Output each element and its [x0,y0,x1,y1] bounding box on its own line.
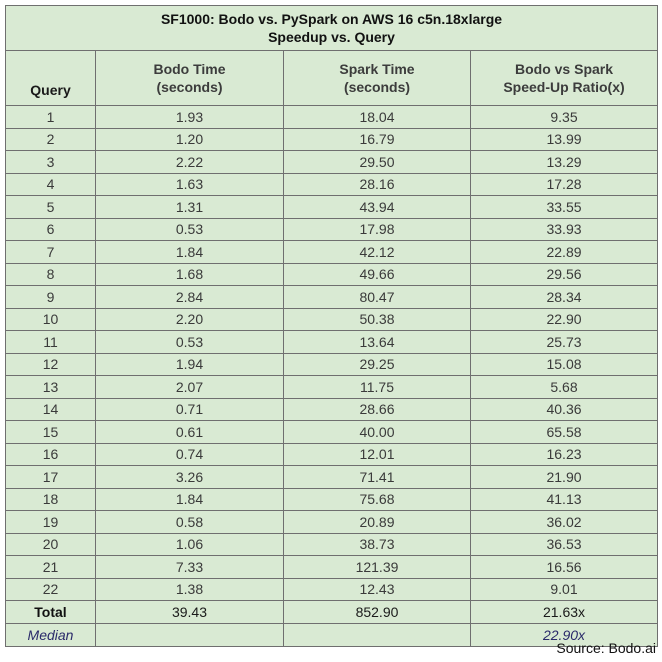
spark-time-cell: 121.39 [284,556,471,579]
spark-time-cell: 18.04 [284,106,471,129]
spark-time-cell: 12.01 [284,443,471,466]
bodo-time-cell: 0.58 [96,511,284,534]
speedup-cell: 17.28 [471,173,658,196]
table-row [6,151,658,174]
median-speedup: 22.90x [471,624,658,647]
table-row [6,308,658,331]
spark-time-cell: 20.89 [284,511,471,534]
col-header-spark-time [284,51,471,106]
col-header-speedup [471,51,658,106]
bodo-time-cell: 1.31 [96,196,284,219]
header-row [6,51,658,106]
speedup-cell: 22.90 [471,308,658,331]
spark-time-cell: 40.00 [284,421,471,444]
bodo-time-cell: 1.06 [96,533,284,556]
query-cell: 16 [6,443,96,466]
total-row [6,601,658,624]
table-row [6,106,658,129]
table-row [6,556,658,579]
speedup-cell: 9.01 [471,578,658,601]
spark-time-cell: 12.43 [284,578,471,601]
bodo-time-cell: 7.33 [96,556,284,579]
table-row [6,421,658,444]
median-bodo-time [96,624,284,647]
table-row [6,353,658,376]
table-row [6,331,658,354]
total-spark-time: 852.90 [284,601,471,624]
query-cell: 13 [6,376,96,399]
speedup-cell: 33.93 [471,218,658,241]
spark-time-cell: 80.47 [284,286,471,309]
table-row [6,241,658,264]
speedup-cell: 16.56 [471,556,658,579]
table-row [6,286,658,309]
table-row [6,218,658,241]
query-cell: 8 [6,263,96,286]
query-cell: 15 [6,421,96,444]
table-row [6,511,658,534]
table-row [6,578,658,601]
spark-time-cell: 38.73 [284,533,471,556]
speedup-cell: 36.02 [471,511,658,534]
table-row [6,398,658,421]
bodo-time-cell: 0.71 [96,398,284,421]
subtitle-line: Speedup vs. Query [268,29,395,45]
query-cell: 2 [6,128,96,151]
bodo-time-cell: 1.20 [96,128,284,151]
bodo-time-cell: 1.38 [96,578,284,601]
bodo-time-cell: 1.93 [96,106,284,129]
query-cell: 17 [6,466,96,489]
table-body [6,106,658,601]
results-table [5,5,658,647]
table-row [6,466,658,489]
speedup-cell: 65.58 [471,421,658,444]
spark-time-cell: 28.66 [284,398,471,421]
speedup-cell: 16.23 [471,443,658,466]
bodo-time-cell: 2.22 [96,151,284,174]
table-row [6,443,658,466]
query-cell: 22 [6,578,96,601]
spark-time-cell: 29.50 [284,151,471,174]
query-cell: 11 [6,331,96,354]
table-row [6,488,658,511]
bodo-time-cell: 0.53 [96,331,284,354]
table-row [6,128,658,151]
query-cell: 14 [6,398,96,421]
bodo-time-cell: 0.53 [96,218,284,241]
bodo-time-cell: 0.61 [96,421,284,444]
col-header-spark-line2: (seconds) [343,79,411,95]
spark-time-cell: 28.16 [284,173,471,196]
query-cell: 9 [6,286,96,309]
median-spark-time [284,624,471,647]
table-row [6,376,658,399]
query-cell: 10 [6,308,96,331]
bodo-time-cell: 2.84 [96,286,284,309]
col-header-bodo-line1: Bodo Time [153,61,226,77]
spark-time-cell: 75.68 [284,488,471,511]
query-cell: 7 [6,241,96,264]
bodo-time-cell: 2.07 [96,376,284,399]
query-cell: 21 [6,556,96,579]
title-line: SF1000: Bodo vs. PySpark on AWS 16 c5n.18xlarge [160,11,503,27]
spark-time-cell: 42.12 [284,241,471,264]
query-cell: 3 [6,151,96,174]
query-cell: 19 [6,511,96,534]
table-row [6,173,658,196]
spark-time-cell: 49.66 [284,263,471,286]
query-cell: 20 [6,533,96,556]
spark-time-cell: 11.75 [284,376,471,399]
total-bodo-time: 39.43 [96,601,284,624]
speedup-cell: 29.56 [471,263,658,286]
col-header-spark-line1: Spark Time [339,61,415,77]
spark-time-cell: 71.41 [284,466,471,489]
source-caption: Source: Bodo.ai [556,640,656,656]
speedup-cell: 5.68 [471,376,658,399]
table-title [6,6,658,51]
total-label: Total [6,601,96,624]
table-row [6,196,658,219]
spark-time-cell: 43.94 [284,196,471,219]
query-cell: 6 [6,218,96,241]
speedup-cell: 15.08 [471,353,658,376]
col-header-speedup-line1: Bodo vs Spark [514,61,614,77]
col-header-query-label: Query [30,82,71,98]
bodo-time-cell: 1.84 [96,241,284,264]
total-speedup: 21.63x [471,601,658,624]
bodo-time-cell: 1.94 [96,353,284,376]
col-header-speedup-line2: Speed-Up Ratio(x) [503,79,625,95]
query-cell: 1 [6,106,96,129]
query-cell: 12 [6,353,96,376]
bodo-time-cell: 1.84 [96,488,284,511]
speedup-cell: 33.55 [471,196,658,219]
col-header-query [6,51,96,106]
speedup-cell: 36.53 [471,533,658,556]
spark-time-cell: 17.98 [284,218,471,241]
median-label: Median [6,624,96,647]
speedup-cell: 13.29 [471,151,658,174]
bodo-time-cell: 2.20 [96,308,284,331]
speedup-cell: 40.36 [471,398,658,421]
speedup-cell: 25.73 [471,331,658,354]
table-row [6,533,658,556]
speedup-cell: 13.99 [471,128,658,151]
col-header-bodo-time [96,51,284,106]
bodo-time-cell: 1.63 [96,173,284,196]
speedup-cell: 21.90 [471,466,658,489]
query-cell: 18 [6,488,96,511]
spark-time-cell: 29.25 [284,353,471,376]
bodo-time-cell: 0.74 [96,443,284,466]
bodo-time-cell: 1.68 [96,263,284,286]
results-table-container [5,5,657,647]
spark-time-cell: 50.38 [284,308,471,331]
speedup-cell: 9.35 [471,106,658,129]
spark-time-cell: 13.64 [284,331,471,354]
query-cell: 5 [6,196,96,219]
speedup-cell: 22.89 [471,241,658,264]
bodo-time-cell: 3.26 [96,466,284,489]
query-cell: 4 [6,173,96,196]
table-row [6,263,658,286]
speedup-cell: 28.34 [471,286,658,309]
spark-time-cell: 16.79 [284,128,471,151]
col-header-bodo-line2: (seconds) [156,79,223,95]
speedup-cell: 41.13 [471,488,658,511]
